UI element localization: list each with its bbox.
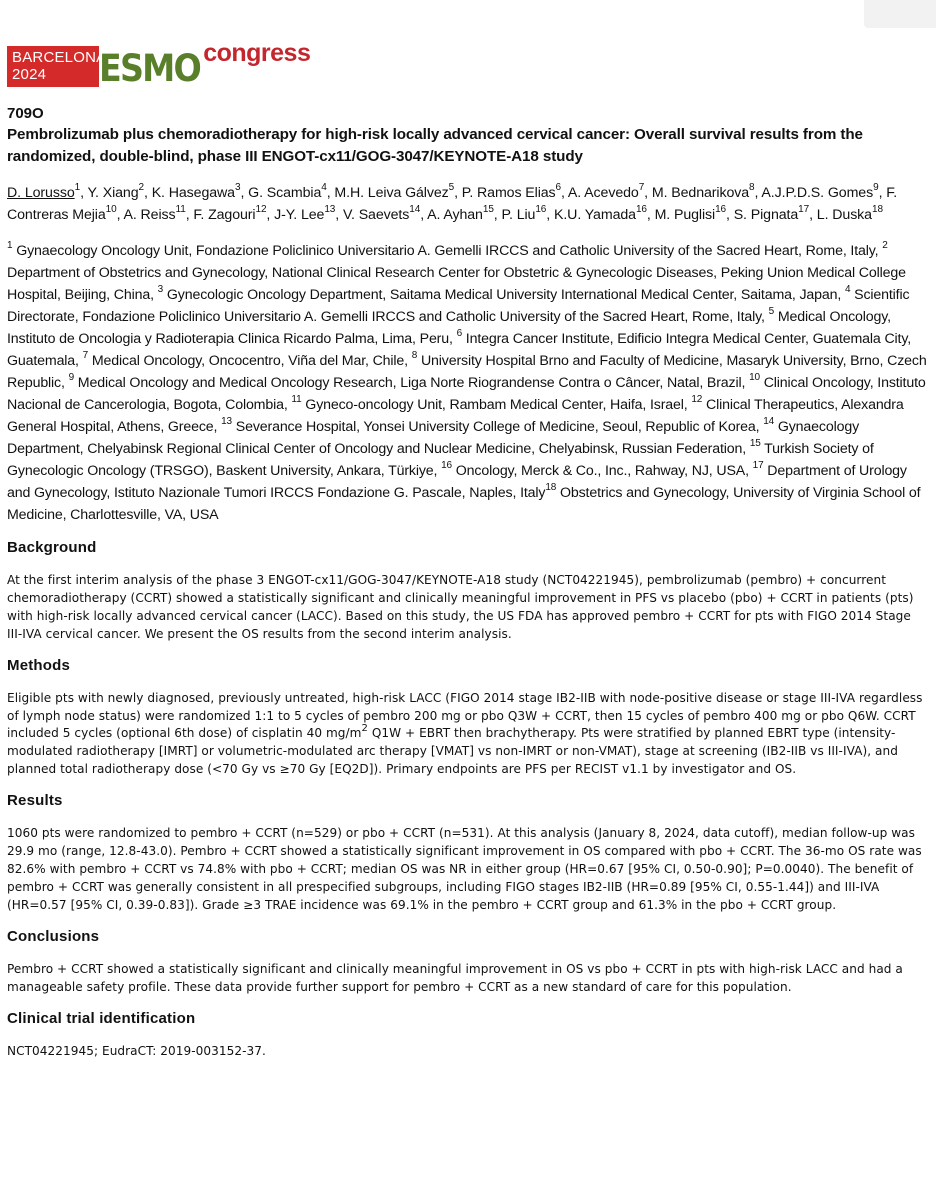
affiliation-number: 15 — [749, 438, 761, 450]
affiliation-number: 2 — [882, 240, 888, 252]
section-heading: Clinical trial identification — [7, 1009, 196, 1027]
author-name: Y. Xiang — [87, 185, 139, 201]
author-name: K.U. Yamada — [553, 207, 636, 223]
author — [816, 204, 883, 223]
affiliation-text: Gynaecology Oncology Unit, Fondazione Policlinico Universitario A. Gemelli IRCCS and Catholic University of the Sacred Heart, Rome, Italy, — [12, 243, 883, 259]
author — [248, 182, 327, 201]
author-affiliation-ref: 2 — [138, 182, 144, 194]
author-name: A. Ayhan — [427, 207, 483, 223]
section-body: Pembro + CCRT showed a statistically significant and clinically meaningful improvement in OS vs pbo + CCRT in pts with high-risk LACC and had a manageable safety profile. These data provide further support for pembro + CCRT as a new standard of care for this population. — [7, 961, 903, 994]
author-affiliation-ref: 16 — [535, 204, 547, 216]
author-affiliation-ref: 17 — [798, 204, 810, 216]
author-affiliation-ref: 5 — [448, 182, 455, 194]
author — [427, 204, 494, 223]
affiliation — [221, 416, 764, 435]
author-affiliation-ref: 16 — [635, 204, 647, 216]
affiliation-text: Medical Oncology and Medical Oncology Research, Liga Norte Riograndense Contra o Câncer, Natal, Brazil, — [74, 375, 750, 391]
logo-city: BARCELONA — [12, 49, 107, 66]
author-list: D. Lorusso$^1$, Y. Xiang$^2$, K. Hasegawa$^3$, G. Scambia$^4$, M.H. Leiva Gálvez$^5$, P. Ramos Elias$^6$, A. Acevedo$^7$, M. Bednarikova$^8$, A.J.P.D.S. Gomes$^9$, F. Contreras Mejia$^{10}$, A. Reiss$^{11}$, F. Zagouri$^{12}$, J-Y. Lee$^{13}$, V. Saevets$^{14}$, A. Ayhan$^{15}$, P. Liu$^{16}$, K.U. Yamada$^{16}$, M. Puglisi$^{16}$, S. Pignata$^{17}$, L. Duska$^{18}$ — [7, 182, 898, 223]
esmo-congress-logo — [7, 39, 311, 90]
affiliation-text: Oncology, Merck & Co., Inc., Rahway, NJ, USA, — [451, 463, 753, 479]
affiliation — [68, 372, 750, 391]
methods-text-part1: Eligible pts with newly diagnosed, previously untreated, high-risk LACC (FIGO 2014 stage IB2-IIB with node-positive disease or stage III-IVA regardless of lymph node status) were randomized 1:1 to 5 cycles of pembro 200 mg or pbo Q3W + CCRT, then 15 cycles of pembro 400 mg or pbo Q6W. CCRT included 5 cycles (optional 6th dose) of cisplatin 40 mg/m — [7, 690, 923, 741]
logo-year: 2024 — [12, 66, 47, 83]
affiliation-list — [7, 240, 929, 526]
author-affiliation-ref: 3 — [234, 182, 241, 194]
author-affiliation-ref: 15 — [482, 204, 494, 216]
author-affiliation-ref: 11 — [175, 204, 186, 216]
affiliation-number: 3 — [157, 284, 164, 296]
abstract-title: Pembrolizumab plus chemoradiotherapy for high-risk locally advanced cervical cancer: Overall survival results from the randomized, double-blind, phase III ENGOT-cx11/GOG-3047/KEYNOTE-A18 study — [7, 126, 863, 165]
affiliation-number: 8 — [411, 350, 418, 362]
author-name: A.J.P.D.S. Gomes — [761, 185, 874, 201]
affiliation-text: Gynecologic Oncology Department, Saitama Medical University International Medical Center, Saitama, Japan, — [163, 287, 845, 303]
affiliation-number: 4 — [844, 284, 851, 296]
affiliation-text: Clinical Therapeutics, Alexandra General Hospital, Athens, Greece, — [7, 397, 904, 435]
affiliation-number: 10 — [749, 372, 760, 384]
affiliation-text: Gyneco-oncology Unit, Rambam Medical Center, Haifa, Israel, — [301, 397, 692, 413]
section-background — [7, 538, 929, 644]
affiliation-number: 18 — [545, 482, 557, 494]
author-affiliation-ref: 10 — [105, 204, 117, 216]
section-body — [7, 690, 929, 780]
author-name: M. Puglisi — [654, 207, 716, 223]
author-affiliation-ref: 4 — [321, 182, 327, 194]
author-name: J-Y. Lee — [274, 207, 325, 223]
section-body: 1060 pts were randomized to pembro + CCRT (n=529) or pbo + CCRT (n=531). At this analysis (January 8, 2024, data cutoff), median follow-up was 29.9 mo (range, 12.8-43.0). Pembro + CCRT showed a statistically significant improvement in OS compared with pbo + CCRT. The 36-mo OS rate was 82.6% with pembro + CCRT vs 74.8% with pbo + CCRT; median OS was NR in either group (HR=0.67 [95% CI, 0.50-0.90]; P=0.0040). The benefit of pembro + CCRT was generally consistent in all prespecified subgroups, including FIGO stages IB2-IIB (HR=0.89 [95% CI, 0.55-1.44]) and III-IVA (HR=0.57 [95% CI, 0.39-0.83]). Grade ≥3 TRAE incidence was 69.1% in the pembro + CCRT group and 61.3% in the pbo + CCRT group. — [7, 826, 922, 912]
author-name: S. Pignata — [733, 207, 799, 223]
abstract-document — [7, 104, 929, 1060]
author-affiliation-ref: 13 — [324, 204, 336, 216]
section-body: At the first interim analysis of the phase 3 ENGOT-cx11/GOG-3047/KEYNOTE-A18 study (NCT04221945), pembrolizumab (pembro) + concurrent chemoradiotherapy (CCRT) showed a statistically significant and clinically meaningful improvement in PFS vs placebo (pbo) + CCRT in patients (pts) with high-risk locally advanced cervical cancer (LACC). Based on this study, the US FDA has approved pembro + CCRT for pts with FIGO 2014 Stage III-IVA cervical cancer. We present the OS results from the second interim analysis. — [7, 573, 914, 641]
author — [733, 204, 810, 223]
logo-brand-word: ESMO — [99, 47, 200, 90]
section-heading: Methods — [7, 656, 71, 674]
author — [7, 182, 81, 201]
affiliation-text: Clinical Oncology, Instituto Nacional de Cancerologia, Bogota, Colombia, — [7, 375, 926, 413]
affiliation-text: University Hospital Brno and Faculty of Medicine, Masaryk University, Brno, Czech Republic, — [7, 353, 927, 391]
affiliation-text: Medical Oncology, Oncocentro, Viña del Mar, Chile, — [88, 353, 412, 369]
section-methods — [7, 656, 929, 780]
author-affiliation-ref: 6 — [555, 182, 562, 194]
author-name: P. Ramos Elias — [461, 185, 556, 201]
author — [553, 204, 647, 223]
methods-text-part2: Q1W + EBRT then brachytherapy. Pts were stratified by planned EBRT type (intensity-modulated radiotherapy [IMRT] or volumetric-modulated arc therapy [VMAT] vs non-IMRT or non-VMAT), stage at screening (IB2-IIB vs III-IVA), and planned total radiotherapy dose (<70 Gy vs ≥70 Gy [EQ2D]). Primary endpoints are PFS per RECIST v1.1 by investigator and OS. — [7, 726, 898, 777]
page-corner-shade — [864, 0, 936, 28]
section-heading: Background — [7, 539, 97, 556]
logo-location-block — [7, 46, 107, 87]
author — [461, 182, 562, 201]
author-name: G. Scambia — [248, 185, 322, 201]
author — [342, 204, 421, 223]
author — [567, 182, 645, 201]
section-results — [7, 791, 929, 915]
author-name: L. Duska — [816, 207, 872, 223]
methods-superscript: 2 — [361, 723, 368, 735]
affiliation-text: Turkish Society of Gynecologic Oncology (TRSGO), Baskent University, Ankara, Türkiye, — [7, 441, 874, 479]
affiliation-text: Scientific Directorate, Fondazione Policlinico Universitario A. Gemelli IRCCS and Catholic University of the Sacred Heart, Rome, Italy, — [7, 287, 910, 325]
affiliation-number: 9 — [68, 372, 75, 384]
affiliation — [291, 394, 692, 413]
author — [651, 182, 755, 201]
author-name: A. Acevedo — [567, 185, 639, 201]
author — [654, 204, 726, 223]
author-name: M. Bednarikova — [651, 185, 750, 201]
affiliation-text: Department of Obstetrics and Gynecology, National Clinical Research Center for Obstetric & Gynecologic Diseases, Peking Union Medical College Hospital, Beijing, China, — [7, 265, 906, 303]
author — [761, 182, 879, 201]
author-affiliation-ref: 9 — [873, 182, 879, 194]
author-name: A. Reiss — [123, 207, 176, 223]
section-heading: Results — [7, 792, 63, 810]
author — [87, 182, 144, 201]
affiliation-number: 11 — [291, 394, 302, 406]
section-conclusions — [7, 927, 929, 997]
affiliation-text: Integra Cancer Institute, Edificio Integra Medical Center, Guatemala City, Guatemala, — [7, 331, 912, 369]
affiliation-number: 16 — [441, 460, 452, 472]
affiliation-number: 13 — [221, 416, 232, 428]
author — [123, 204, 186, 223]
section-body: NCT04221945; EudraCT: 2019-003152-37. — [7, 1043, 266, 1058]
author — [193, 204, 267, 223]
section-clinical-trial-id — [7, 1009, 929, 1061]
affiliation — [157, 284, 845, 303]
affiliation-number: 14 — [763, 416, 775, 428]
logo-event-word: congress — [203, 39, 311, 67]
author-affiliation-ref: 14 — [409, 204, 421, 216]
author-affiliation-ref: 16 — [715, 204, 726, 216]
section-heading: Conclusions — [7, 927, 100, 945]
author — [501, 204, 547, 223]
affiliation-text: Gynaecology Department, Chelyabinsk Regional Clinical Center of Oncology and Nuclear Medicine, Chelyabinsk, Russian Federation, — [7, 419, 860, 457]
author-name: P. Liu — [501, 207, 536, 223]
affiliation-number: 17 — [752, 460, 764, 472]
affiliation-number: 12 — [691, 394, 703, 406]
author — [274, 204, 336, 223]
author-name: K. Hasegawa — [151, 185, 235, 201]
affiliation — [7, 240, 883, 259]
affiliation-text: Medical Oncology, Instituto de Oncologia y Radioterapia Clinica Ricardo Palma, Lima, Peru, — [7, 309, 891, 347]
affiliation-number: 5 — [768, 306, 775, 318]
affiliation — [441, 460, 753, 479]
abstract-id: 709O — [7, 105, 44, 122]
author-name: V. Saevets — [342, 207, 410, 223]
affiliation-text: Department of Urology and Gynecology, Istituto Nazionale Tumori IRCCS Fondazione G. Pascale, Naples, Italy — [7, 463, 907, 501]
affiliation-number: 1 — [7, 240, 13, 252]
author-affiliation-ref: 7 — [638, 182, 645, 194]
affiliation-number: 6 — [456, 328, 463, 340]
author — [334, 182, 455, 201]
author-affiliation-ref: 8 — [749, 182, 755, 194]
author-name: F. Contreras Mejia — [7, 185, 898, 223]
author-affiliation-ref: 1 — [74, 182, 81, 194]
affiliation-text: Obstetrics and Gynecology, University of Virginia School of Medicine, Charlottesville, VA, USA — [7, 485, 921, 523]
author-name: M.H. Leiva Gálvez — [334, 185, 449, 201]
author-name: F. Zagouri — [193, 207, 256, 223]
author-affiliation-ref: 18 — [871, 204, 883, 216]
affiliation — [82, 350, 412, 369]
author-affiliation-ref: 12 — [255, 204, 267, 216]
affiliation-text: Severance Hospital, Yonsei University College of Medicine, Seoul, Republic of Korea, — [231, 419, 764, 435]
author — [151, 182, 241, 201]
affiliation-number: 7 — [82, 350, 89, 362]
logo-brand — [99, 39, 311, 90]
author-name: D. Lorusso — [7, 185, 75, 201]
